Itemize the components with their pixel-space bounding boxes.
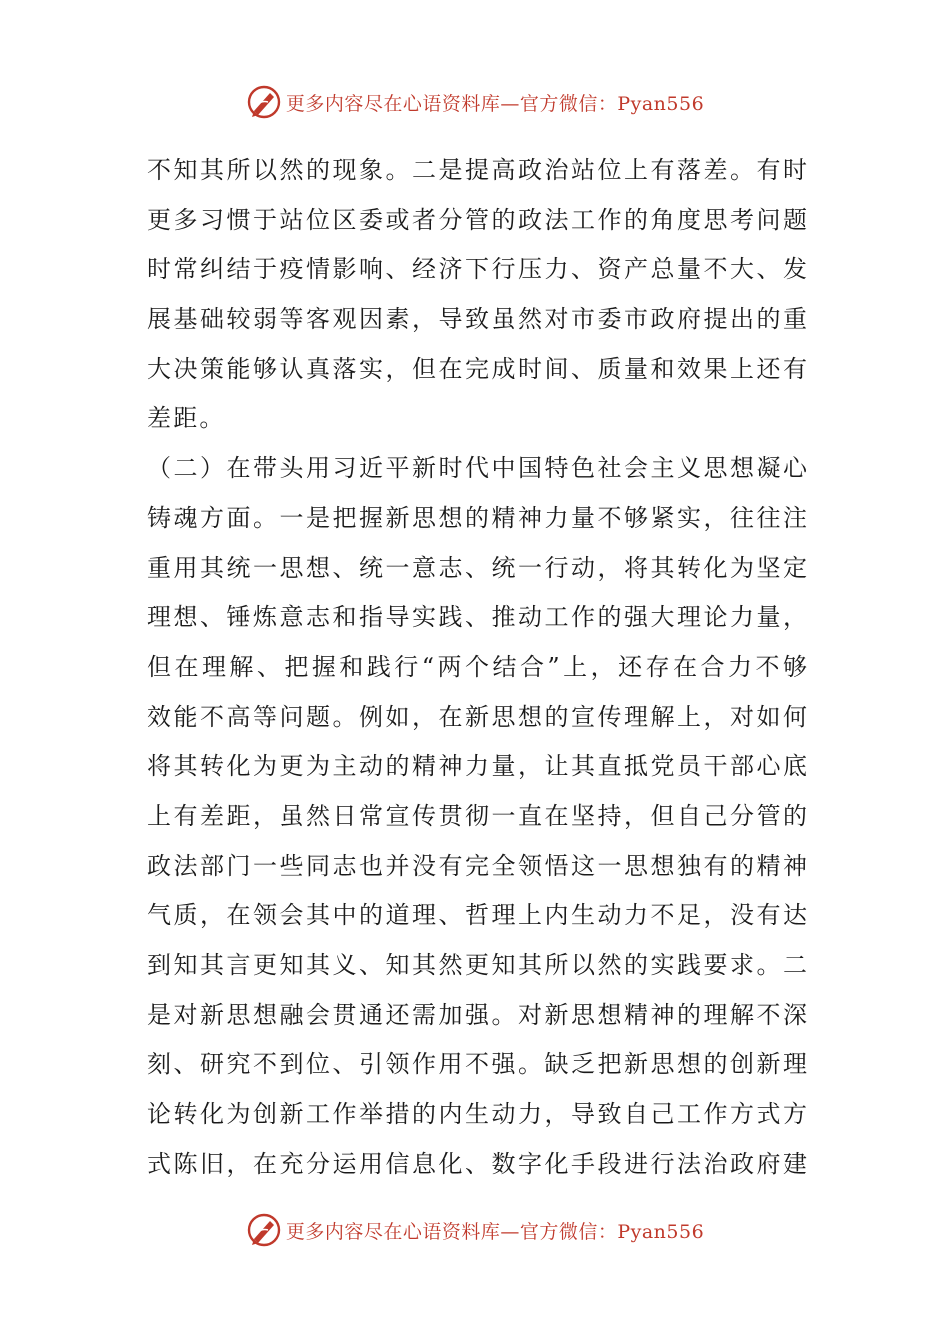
text-line: 是对新思想融会贯通还需加强。对新思想精神的理解不深: [147, 1000, 807, 1029]
text-line: 刻、研究不到位、引领作用不强。缺乏把新思想的创新理: [147, 1050, 807, 1079]
section-heading-line: （二）在带头用习近平新时代中国特色社会主义思想凝心: [147, 454, 807, 483]
text-line: 上有差距，虽然日常宣传贯彻一直在坚持，但自己分管的: [147, 801, 807, 830]
text-line: 但在理解、把握和践行“两个结合”上，还存在合力不够: [147, 652, 807, 681]
text-line: 气质，在领会其中的道理、哲理上内生动力不足，没有达: [147, 901, 807, 930]
text-line: 论转化为创新工作举措的内生动力，导致自己工作方式方: [147, 1100, 807, 1129]
text-line: 政法部门一些同志也并没有完全领悟这一思想独有的精神: [147, 851, 807, 880]
pen-logo-icon: [246, 84, 282, 120]
text-line: 将其转化为更为主动的精神力量，让其直抵党员干部心底: [147, 752, 807, 781]
text-line: 重用其统一思想、统一意志、统一行动，将其转化为坚定: [147, 553, 807, 582]
footer-watermark: [0, 1208, 950, 1252]
text-line: 时常纠结于疫情影响、经济下行压力、资产总量不大、发: [147, 255, 807, 284]
text-line: 大决策能够认真落实，但在完成时间、质量和效果上还有: [147, 354, 807, 383]
text-line: 效能不高等问题。例如，在新思想的宣传理解上，对如何: [147, 702, 807, 731]
text-line: 更多习惯于站位区委或者分管的政法工作的角度思考问题: [147, 205, 807, 234]
text-line: 式陈旧，在充分运用信息化、数字化手段进行法治政府建: [147, 1149, 807, 1178]
pen-logo-icon: [246, 1212, 282, 1248]
document-body: [147, 146, 807, 1189]
footer-watermark-text: 更多内容尽在心语资料库—官方微信：Pyan556: [285, 1220, 705, 1243]
text-line: 差距。: [147, 404, 226, 433]
text-line: 理想、锤炼意志和指导实践、推动工作的强大理论力量，: [147, 603, 807, 632]
text-line: 展基础较弱等客观因素，导致虽然对市委市政府提出的重: [147, 305, 807, 334]
text-line: 不知其所以然的现象。二是提高政治站位上有落差。有时: [147, 156, 807, 184]
text-line: 铸魂方面。一是把握新思想的精神力量不够紧实，往往注: [147, 503, 807, 532]
text-line: 到知其言更知其义、知其然更知其所以然的实践要求。二: [147, 951, 807, 979]
header-watermark: [0, 80, 950, 124]
header-watermark-text: 更多内容尽在心语资料库—官方微信：Pyan556: [285, 92, 705, 115]
